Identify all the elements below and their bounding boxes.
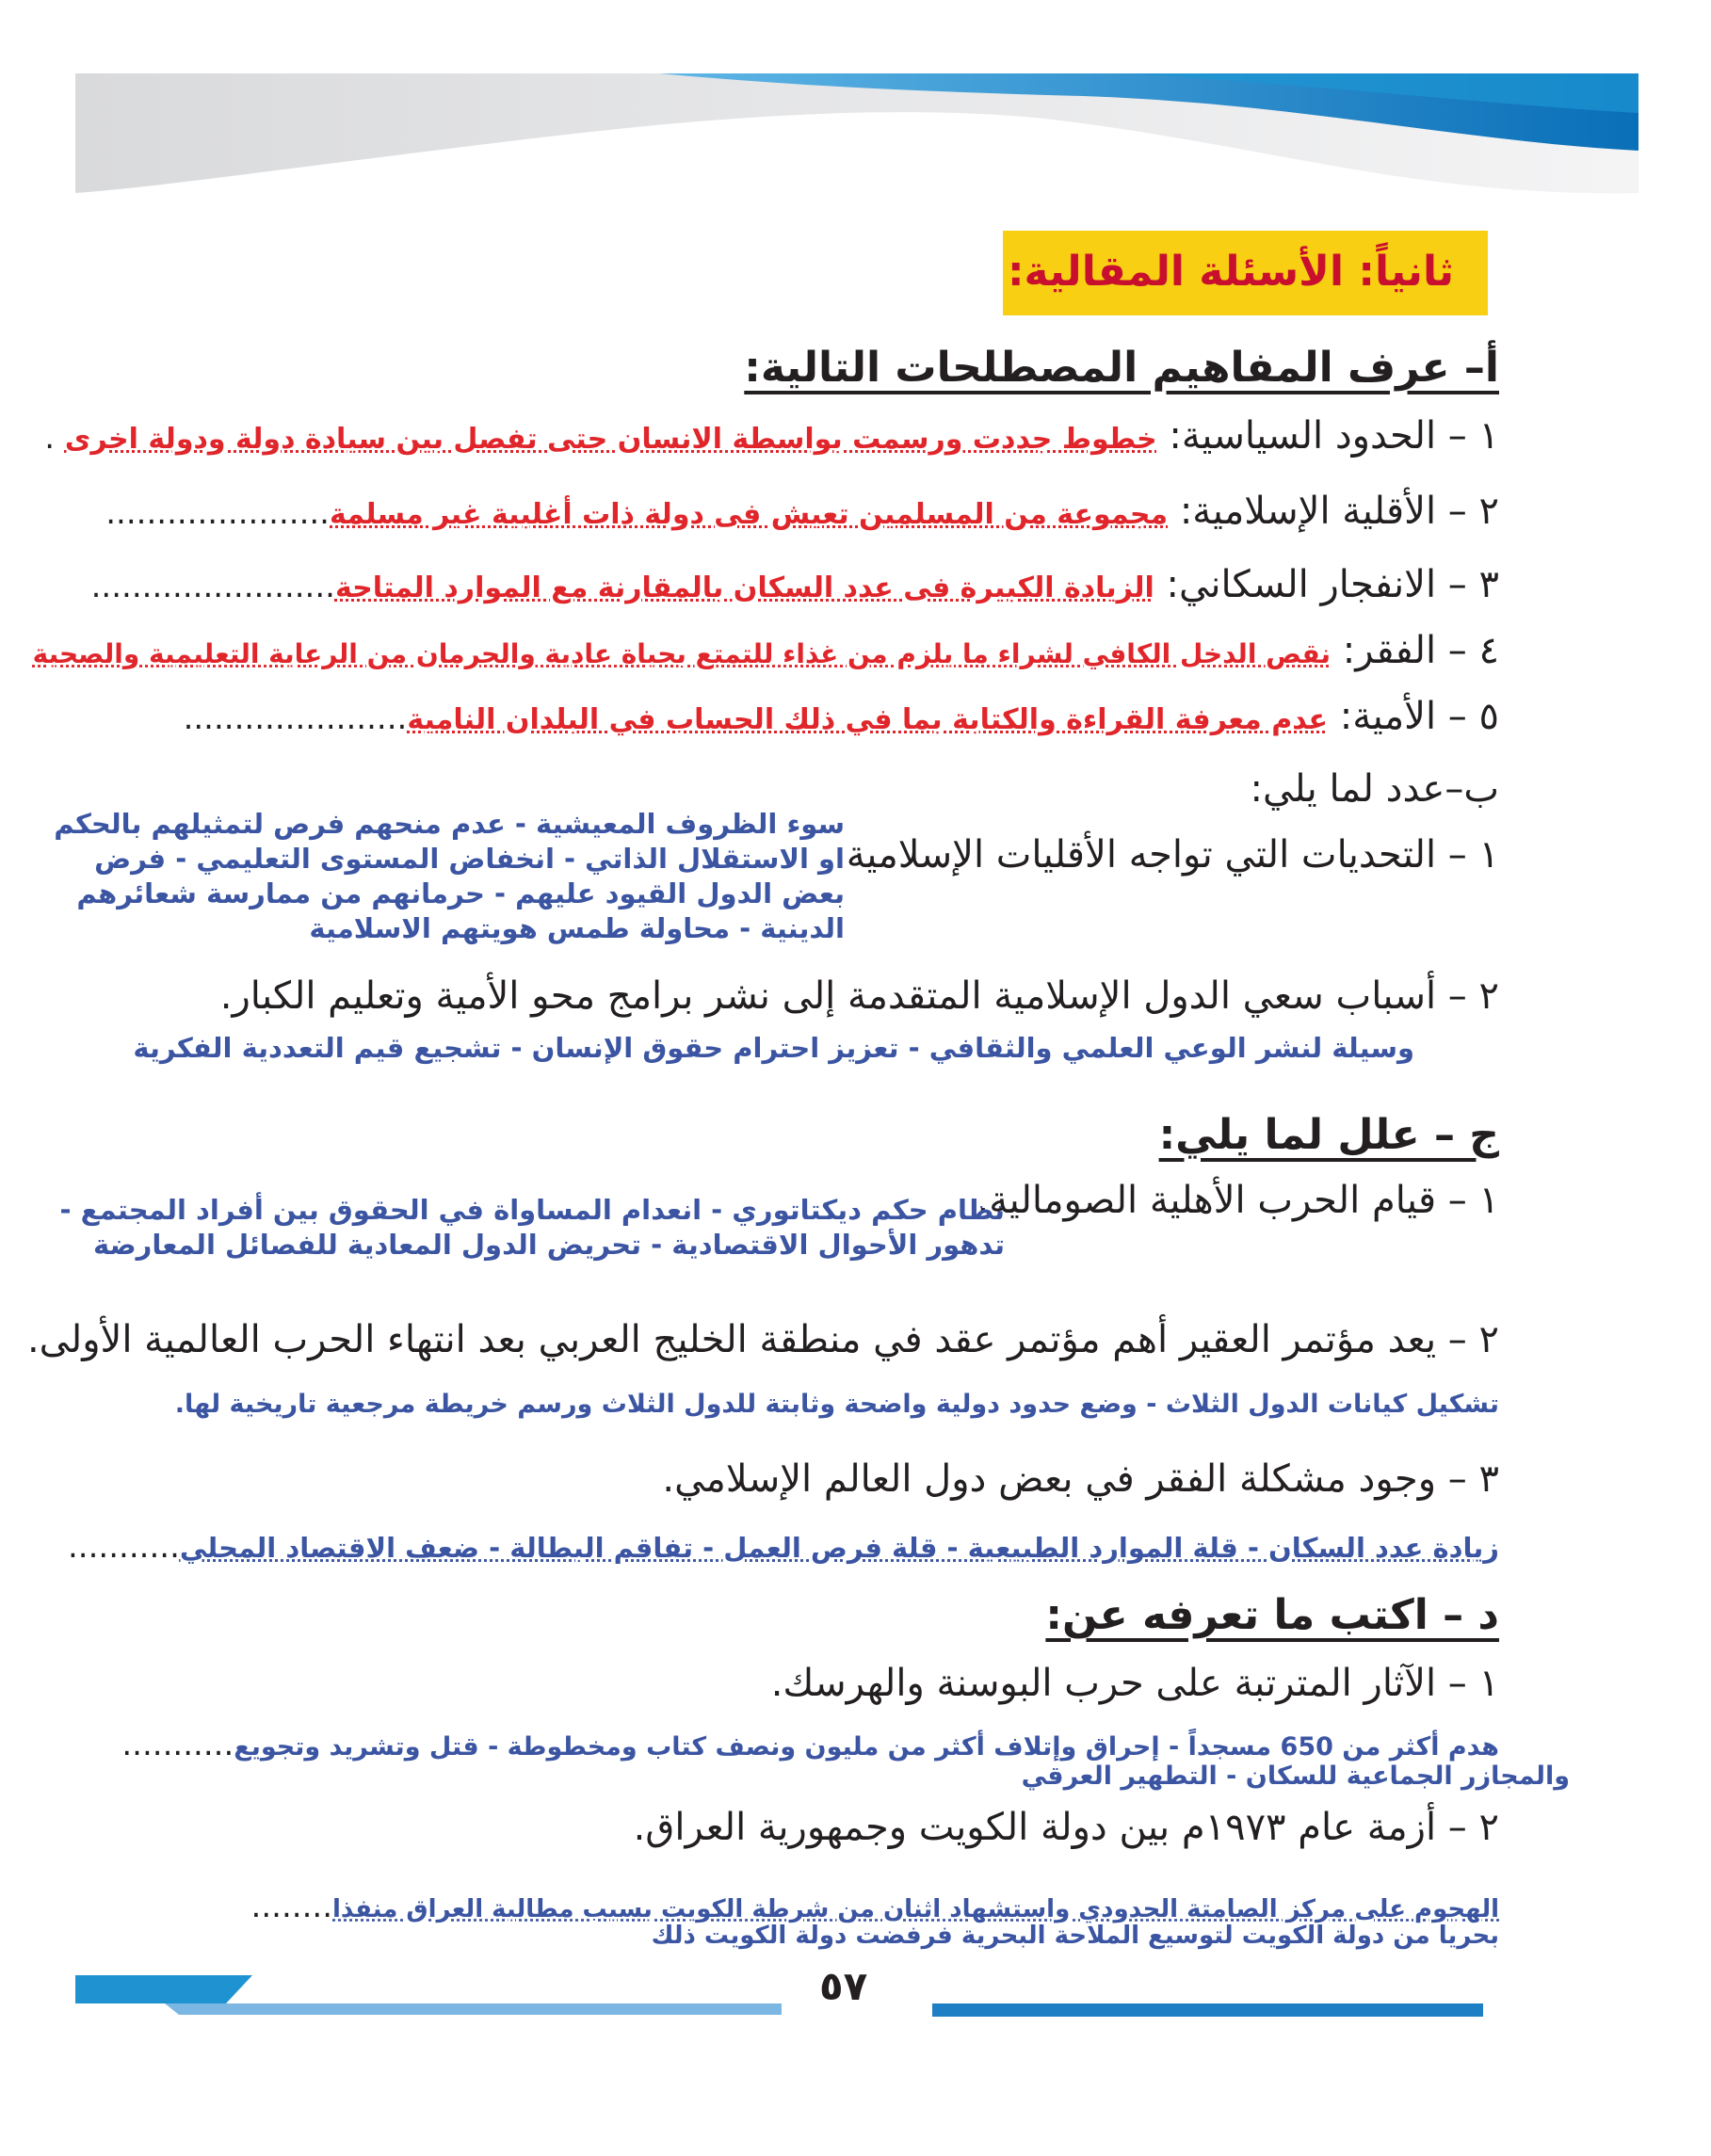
item-answer-line: والمجازر الجماعية للسكان - التطهير العرقي (1021, 1762, 1570, 1791)
item-answer-block (60, 1193, 1005, 1263)
answer-dots: ........... (68, 1528, 180, 1566)
item-islamic-minority (105, 490, 1499, 533)
answer-dots: ...................... (183, 700, 408, 737)
section-d-heading: د – اكتب ما تعرفه عن: (1045, 1591, 1499, 1639)
item-poverty-problem: ٣ – وجود مشكلة الفقر في بعض دول العالم الإسلامي. (662, 1457, 1499, 1501)
item-poverty (33, 629, 1499, 672)
answer-dots: ........ (250, 1888, 333, 1925)
section-a-heading: أ– عرف المفاهيم المصطلحات التالية: (744, 344, 1499, 392)
item-minority-challenges: ١ – التحديات التي تواجه الأقليات الإسلامية. (834, 833, 1499, 877)
item-answer: الزيادة الكبيرة فى عدد السكان بالمقارنة مع الموارد المتاحة (334, 571, 1154, 604)
item-literacy-programs: ٢ – أسباب سعي الدول الإسلامية المتقدمة إلى نشر برامج محو الأمية وتعليم الكبار. (219, 974, 1499, 1018)
item-answer: تشكيل كيانات الدول الثلاث - وضع حدود دولية واضحة وثابتة للدول الثلاث ورسم خريطة مرجعية تاريخية لها. (174, 1390, 1499, 1419)
header-wave-decoration (0, 0, 1711, 226)
answer-line: نظام حكم ديكتاتوري - انعدام المساواة في الحقوق بين أفراد المجتمع - (59, 1194, 1005, 1226)
section-title-box (1003, 231, 1488, 315)
item-1973-crisis: ٢ – أزمة عام ١٩٧٣م بين دولة الكويت وجمهورية العراق. (633, 1806, 1499, 1849)
item-answer: مجموعة من المسلمين تعيش فى دولة ذات أغلبية غير مسلمة (330, 498, 1169, 531)
answer-dots: ........................ (90, 568, 335, 605)
answer-dots: . (44, 419, 65, 457)
item-answer: عدم معرفة القراءة والكتابة بما في ذلك الحساب في البلدان النامية (407, 703, 1329, 736)
item-label: ٥ – الأمية: (1339, 695, 1499, 738)
item-answer: زيادة عدد السكان - قلة الموارد الطبيعية - قلة فرص العمل - تفاقم البطالة - ضعف الاقتصاد المحلي (179, 1532, 1499, 1564)
item-bosnia-war: ١ – الآثار المترتبة على حرب البوسنة والهرسك. (770, 1662, 1499, 1705)
item-answer: الهجوم على مركز الصامتة الحدودي واستشهاد اثنان من شرطة الكويت بسبب مطالبة العراق منفذا (332, 1895, 1499, 1923)
item-illiteracy (184, 695, 1499, 738)
section-c-heading: ج – علل لما يلي: (1158, 1111, 1499, 1159)
item-uqair-conference: ٢ – يعد مؤتمر العقير أهم مؤتمر عقد في منطقة الخليج العربي بعد انتهاء الحرب العالمية الأولى. (26, 1318, 1499, 1361)
answer-line: او الاستقلال الذاتي - انخفاض المستوى التعليمي - فرض (94, 843, 845, 876)
item-answer: وسيلة لنشر الوعي العلمي والثقافي - تعزيز احترام حقوق الإنسان - تشجيع قيم التعددية الفكرية (133, 1032, 1414, 1064)
section-b-heading: ب–عدد لما يلي: (1250, 767, 1499, 811)
item-label: ٢ – الأقلية الإسلامية: (1179, 490, 1499, 533)
item-population-explosion (91, 563, 1499, 606)
answer-line: بعض الدول القيود عليهم - حرمانهم من ممارسة شعائرهم (76, 877, 845, 910)
answer-dots: ........... (121, 1726, 234, 1763)
item-somali-civil-war: ١ – قيام الحرب الأهلية الصومالية. (977, 1179, 1499, 1222)
answer-dots: ...................... (105, 494, 330, 532)
item-poverty-answer-line (68, 1523, 1499, 1567)
answer-line: الدينية - محاولة طمس هويتهم الاسلامية (309, 912, 845, 945)
item-label: ١ – الحدود السياسية: (1169, 414, 1499, 458)
item-bosnia-answer-line (121, 1721, 1499, 1764)
item-answer-line: بحريا من دولة الكويت لتوسيع الملاحة البحرية فرفضت دولة الكويت ذلك (651, 1922, 1499, 1950)
item-answer: نقص الدخل الكافي لشراء ما يلزم من غذاء للتمتع بحياة عادية والحرمان من الرعاية التعليمية والصحية (32, 638, 1332, 669)
section-title: ثانياً: الأسئلة المقالية: (1007, 248, 1454, 296)
answer-line: تدهور الأحوال الاقتصادية - تحريض الدول المعادية للفصائل المعارضة (93, 1229, 1005, 1262)
page-number: ٥٧ (819, 1963, 868, 2009)
answer-line: سوء الظروف المعيشية - عدم منحهم فرص لتمثيلهم بالحكم (54, 808, 845, 840)
item-answer: خطوط جددت ورسمت بواسطة الانسان حتى تفصل بين سيادة دولة ودولة اخرى (64, 423, 1157, 456)
item-political-borders (44, 414, 1499, 458)
item-answer-block (54, 807, 845, 946)
item-label: ٣ – الانفجار السكاني: (1166, 563, 1499, 606)
item-answer: هدم أكثر من 650 مسجداً - إحراق وإتلاف أكثر من مليون ونصف كتاب ومخطوطة - قتل وتشريد وتجويع (234, 1732, 1499, 1762)
item-label: ٤ – الفقر: (1342, 629, 1499, 672)
